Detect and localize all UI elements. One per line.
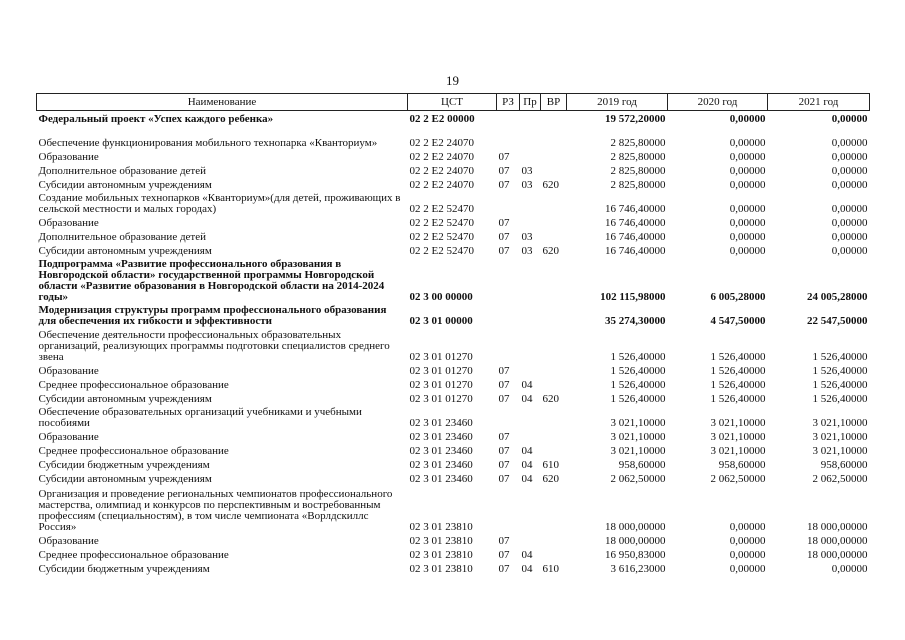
cell-y2020: 0,00000 — [729, 113, 766, 125]
cell-rz — [497, 303, 520, 327]
cell-y2021: 0,00000 — [831, 179, 868, 191]
cell-cst: 02 3 01 23460 — [409, 431, 473, 443]
cell-pr: 04 — [521, 393, 533, 405]
cell-cst: 02 2 Е2 52470 — [409, 203, 474, 215]
cell-y2020: 0,00000 — [729, 137, 766, 149]
cell-rz: 07 — [498, 431, 510, 443]
cell-y2021: 0,00000 — [831, 245, 868, 257]
cell-y2019: 18 000,00000 — [605, 535, 666, 547]
cell-y2019: 16 746,40000 — [605, 231, 666, 243]
cell-y2019: 102 115,98000 — [600, 291, 666, 303]
cell-name: Субсидии бюджетным учреждениям — [38, 563, 210, 575]
cell-y2019: 1 526,40000 — [610, 393, 666, 405]
cell-cst: 02 3 01 23810 — [409, 521, 473, 533]
cell-y2019: 3 616,23000 — [610, 563, 666, 575]
table-row — [37, 377, 870, 391]
cell-pr — [520, 149, 541, 163]
cell-y2019: 18 000,00000 — [605, 521, 666, 533]
cell-pr — [520, 363, 541, 377]
cell-pr — [520, 533, 541, 547]
cell-y2021: 0,00000 — [831, 231, 868, 243]
cell-pr: 03 — [521, 231, 533, 243]
cell-rz: 07 — [498, 535, 510, 547]
cell-y2021: 0,00000 — [831, 151, 868, 163]
cell-cst: 02 3 01 01270 — [409, 351, 473, 363]
cell-y2020: 0,00000 — [729, 203, 766, 215]
cell-cst: 02 2 Е2 52470 — [409, 217, 474, 229]
cell-rz: 07 — [498, 459, 510, 471]
cell-name: Обеспечение деятельности профессиональных образовательных организаций, реализующих программы подготовки специалистов среднего звена — [38, 329, 390, 363]
cell-pr: 04 — [521, 563, 533, 575]
cell-cst: 02 3 01 23460 — [409, 459, 473, 471]
cell-y2021: 24 005,28000 — [807, 291, 868, 303]
cell-name: Среднее профессиональное образование — [38, 379, 229, 391]
cell-name: Организация и проведение региональных чемпионатов профессионального мастерства, олимпиад и конкурсов по перспективным и востребованным профессиям (специальностям), в том числе чемпионата «Ворлдскиллс Россия» — [38, 488, 393, 533]
cell-pr — [520, 125, 541, 149]
cell-rz: 07 — [498, 179, 510, 191]
cell-rz: 07 — [498, 217, 510, 229]
cell-y2020: 2 062,50000 — [710, 473, 766, 485]
table-row — [37, 257, 870, 303]
cell-pr: 03 — [521, 245, 533, 257]
cell-y2021: 2 062,50000 — [812, 473, 868, 485]
cell-rz: 07 — [498, 393, 510, 405]
cell-y2020: 1 526,40000 — [710, 365, 766, 377]
cell-y2020: 958,60000 — [718, 459, 766, 471]
cell-y2019: 2 062,50000 — [610, 473, 666, 485]
header-name: Наименование — [37, 94, 408, 111]
cell-rz: 07 — [498, 563, 510, 575]
cell-y2020: 1 526,40000 — [710, 393, 766, 405]
header-rz: РЗ — [497, 94, 520, 111]
cell-y2019: 2 825,80000 — [610, 165, 666, 177]
cell-y2021: 0,00000 — [831, 563, 868, 575]
cell-y2019: 35 274,30000 — [605, 315, 666, 327]
cell-vr — [541, 111, 567, 126]
cell-y2020: 0,00000 — [729, 165, 766, 177]
cell-name: Создание мобильных технопарков «Кванториум»(для детей, проживающих в сельской местности и малых городах) — [38, 192, 401, 215]
cell-y2020: 0,00000 — [729, 151, 766, 163]
cell-y2021: 0,00000 — [831, 165, 868, 177]
cell-y2019: 16 746,40000 — [605, 245, 666, 257]
cell-y2021: 3 021,10000 — [812, 417, 868, 429]
cell-rz: 07 — [498, 231, 510, 243]
cell-vr — [541, 229, 567, 243]
table-row — [37, 215, 870, 229]
cell-rz — [497, 327, 520, 363]
cell-cst: 02 2 Е2 24070 — [409, 151, 474, 163]
cell-rz: 07 — [498, 151, 510, 163]
cell-y2021: 22 547,50000 — [807, 315, 868, 327]
cell-name: Обеспечение образовательных организаций учебниками и учебными пособиями — [38, 406, 362, 429]
cell-pr: 04 — [521, 473, 533, 485]
cell-pr — [520, 215, 541, 229]
cell-y2019: 19 572,20000 — [605, 113, 666, 125]
table-row — [37, 243, 870, 257]
table-row — [37, 547, 870, 561]
cell-rz: 07 — [498, 445, 510, 457]
cell-cst: 02 3 01 23810 — [409, 563, 473, 575]
cell-y2020: 0,00000 — [729, 179, 766, 191]
cell-name: Дополнительное образование детей — [38, 231, 207, 243]
cell-rz: 07 — [498, 473, 510, 485]
table-row — [37, 149, 870, 163]
cell-y2019: 2 825,80000 — [610, 137, 666, 149]
cell-y2021: 1 526,40000 — [812, 379, 868, 391]
cell-vr — [541, 303, 567, 327]
cell-y2021: 1 526,40000 — [812, 365, 868, 377]
cell-vr: 620 — [542, 179, 559, 191]
cell-rz: 07 — [498, 365, 510, 377]
table-row — [37, 327, 870, 363]
table-row — [37, 177, 870, 191]
cell-pr: 03 — [521, 179, 533, 191]
cell-cst: 02 2 Е2 24070 — [409, 165, 474, 177]
cell-y2020: 1 526,40000 — [710, 351, 766, 363]
cell-pr — [520, 191, 541, 215]
cell-y2020: 3 021,10000 — [710, 417, 766, 429]
cell-y2021: 958,60000 — [820, 459, 868, 471]
cell-cst: 02 3 01 01270 — [409, 393, 473, 405]
table-row — [37, 191, 870, 215]
cell-rz: 07 — [498, 165, 510, 177]
cell-pr: 04 — [521, 549, 533, 561]
cell-y2021: 1 526,40000 — [812, 393, 868, 405]
cell-vr: 620 — [542, 473, 559, 485]
cell-y2020: 0,00000 — [729, 245, 766, 257]
cell-rz — [497, 111, 520, 126]
cell-cst: 02 3 01 01270 — [409, 365, 473, 377]
cell-y2021: 3 021,10000 — [812, 445, 868, 457]
page-number: 19 — [446, 73, 459, 88]
cell-rz — [497, 191, 520, 215]
cell-name: Образование — [38, 431, 99, 443]
cell-name: Подпрограмма «Развитие профессионального образования в Новгородской области» государственной программы Новгородской области «Развитие образования в Новгородской области на 2014-2024 годы» — [38, 258, 385, 303]
cell-y2019: 1 526,40000 — [610, 365, 666, 377]
cell-y2020: 0,00000 — [729, 563, 766, 575]
cell-y2020: 0,00000 — [729, 521, 766, 533]
cell-rz: 07 — [498, 549, 510, 561]
cell-name: Субсидии автономным учреждениям — [38, 179, 212, 191]
cell-cst: 02 2 Е2 24070 — [409, 137, 474, 149]
cell-rz — [497, 257, 520, 303]
cell-name: Субсидии автономным учреждениям — [38, 473, 212, 485]
header-vr: ВР — [541, 94, 567, 111]
cell-y2021: 18 000,00000 — [807, 549, 868, 561]
cell-y2020: 0,00000 — [729, 217, 766, 229]
cell-vr: 610 — [542, 563, 559, 575]
cell-rz: 07 — [498, 379, 510, 391]
cell-y2020: 6 005,28000 — [710, 291, 766, 303]
cell-pr — [520, 485, 541, 533]
header-pr: Пр — [520, 94, 541, 111]
cell-cst: 02 3 01 01270 — [409, 379, 473, 391]
budget-table — [36, 93, 870, 575]
cell-y2019: 3 021,10000 — [610, 431, 666, 443]
cell-y2020: 1 526,40000 — [710, 379, 766, 391]
cell-y2019: 3 021,10000 — [610, 445, 666, 457]
cell-name: Обеспечение функционирования мобильного технопарка «Кванториум» — [38, 137, 378, 149]
cell-name: Образование — [38, 365, 99, 377]
cell-cst: 02 3 01 23810 — [409, 549, 473, 561]
cell-y2021: 0,00000 — [831, 137, 868, 149]
cell-vr — [541, 125, 567, 149]
cell-y2019: 1 526,40000 — [610, 379, 666, 391]
cell-vr — [541, 533, 567, 547]
cell-vr — [541, 443, 567, 457]
cell-rz — [497, 485, 520, 533]
cell-y2021: 0,00000 — [831, 203, 868, 215]
cell-vr — [541, 149, 567, 163]
cell-name: Образование — [38, 535, 99, 547]
table-row — [37, 429, 870, 443]
cell-cst: 02 3 00 00000 — [409, 291, 473, 303]
cell-pr: 04 — [521, 459, 533, 471]
cell-rz: 07 — [498, 245, 510, 257]
cell-vr — [541, 191, 567, 215]
cell-vr — [541, 215, 567, 229]
cell-y2021: 18 000,00000 — [807, 535, 868, 547]
cell-y2020: 4 547,50000 — [710, 315, 766, 327]
header-2020: 2020 год — [668, 94, 768, 111]
cell-y2020: 0,00000 — [729, 549, 766, 561]
cell-vr — [541, 377, 567, 391]
cell-y2021: 0,00000 — [831, 113, 868, 125]
cell-pr — [520, 303, 541, 327]
cell-pr — [520, 327, 541, 363]
cell-vr — [541, 163, 567, 177]
cell-y2020: 0,00000 — [729, 231, 766, 243]
table-row — [37, 363, 870, 377]
cell-y2021: 0,00000 — [831, 217, 868, 229]
cell-y2019: 958,60000 — [618, 459, 666, 471]
cell-vr — [541, 327, 567, 363]
cell-y2019: 2 825,80000 — [610, 151, 666, 163]
cell-cst: 02 3 01 00000 — [409, 315, 473, 327]
table-row — [37, 303, 870, 327]
cell-vr — [541, 405, 567, 429]
cell-vr — [541, 547, 567, 561]
cell-cst: 02 2 Е2 52470 — [409, 231, 474, 243]
cell-y2021: 1 526,40000 — [812, 351, 868, 363]
cell-vr — [541, 485, 567, 533]
cell-pr — [520, 111, 541, 126]
cell-name: Субсидии бюджетным учреждениям — [38, 459, 210, 471]
cell-pr — [520, 257, 541, 303]
cell-y2019: 1 526,40000 — [610, 351, 666, 363]
header-cst: ЦСТ — [408, 94, 497, 111]
cell-vr — [541, 257, 567, 303]
cell-name: Дополнительное образование детей — [38, 165, 207, 177]
cell-vr: 620 — [542, 393, 559, 405]
cell-cst: 02 2 Е2 00000 — [409, 113, 475, 125]
cell-cst: 02 2 Е2 24070 — [409, 179, 474, 191]
cell-y2019: 16 746,40000 — [605, 203, 666, 215]
cell-name: Субсидии автономным учреждениям — [38, 245, 212, 257]
cell-name: Модернизация структуры программ профессионального образования для обеспечения их гибкости и эффективности — [38, 304, 387, 327]
cell-y2019: 2 825,80000 — [610, 179, 666, 191]
cell-y2019: 3 021,10000 — [610, 417, 666, 429]
cell-name: Среднее профессиональное образование — [38, 549, 229, 561]
cell-cst: 02 3 01 23460 — [409, 445, 473, 457]
header-2021: 2021 год — [768, 94, 870, 111]
cell-cst: 02 2 Е2 52470 — [409, 245, 474, 257]
cell-pr: 03 — [521, 165, 533, 177]
cell-y2019: 16 746,40000 — [605, 217, 666, 229]
cell-pr — [520, 429, 541, 443]
cell-name: Образование — [38, 151, 99, 163]
cell-vr: 620 — [542, 245, 559, 257]
cell-rz — [497, 125, 520, 149]
cell-y2020: 0,00000 — [729, 535, 766, 547]
cell-cst: 02 3 01 23460 — [409, 417, 473, 429]
cell-vr — [541, 429, 567, 443]
table-row — [37, 111, 870, 126]
table-row — [37, 443, 870, 457]
cell-vr — [541, 363, 567, 377]
cell-cst: 02 3 01 23460 — [409, 473, 473, 485]
table-header-row — [37, 94, 870, 111]
table-row — [37, 125, 870, 149]
cell-cst: 02 3 01 23810 — [409, 535, 473, 547]
cell-y2021: 3 021,10000 — [812, 431, 868, 443]
cell-y2020: 3 021,10000 — [710, 431, 766, 443]
header-2019: 2019 год — [567, 94, 668, 111]
table-row — [37, 485, 870, 533]
cell-name: Федеральный проект «Успех каждого ребенка» — [38, 113, 274, 125]
cell-rz — [497, 405, 520, 429]
table-body — [37, 111, 870, 576]
cell-pr — [520, 405, 541, 429]
table-row — [37, 471, 870, 485]
cell-name: Среднее профессиональное образование — [38, 445, 229, 457]
table-row — [37, 533, 870, 547]
cell-name: Образование — [38, 217, 99, 229]
cell-pr: 04 — [521, 379, 533, 391]
table-row — [37, 457, 870, 471]
cell-pr: 04 — [521, 445, 533, 457]
table-row — [37, 405, 870, 429]
cell-y2019: 16 950,83000 — [605, 549, 666, 561]
cell-y2020: 3 021,10000 — [710, 445, 766, 457]
table-row — [37, 391, 870, 405]
cell-y2021: 18 000,00000 — [807, 521, 868, 533]
table-row — [37, 163, 870, 177]
table-row — [37, 229, 870, 243]
table-row — [37, 561, 870, 575]
cell-name: Субсидии автономным учреждениям — [38, 393, 212, 405]
cell-vr: 610 — [542, 459, 559, 471]
